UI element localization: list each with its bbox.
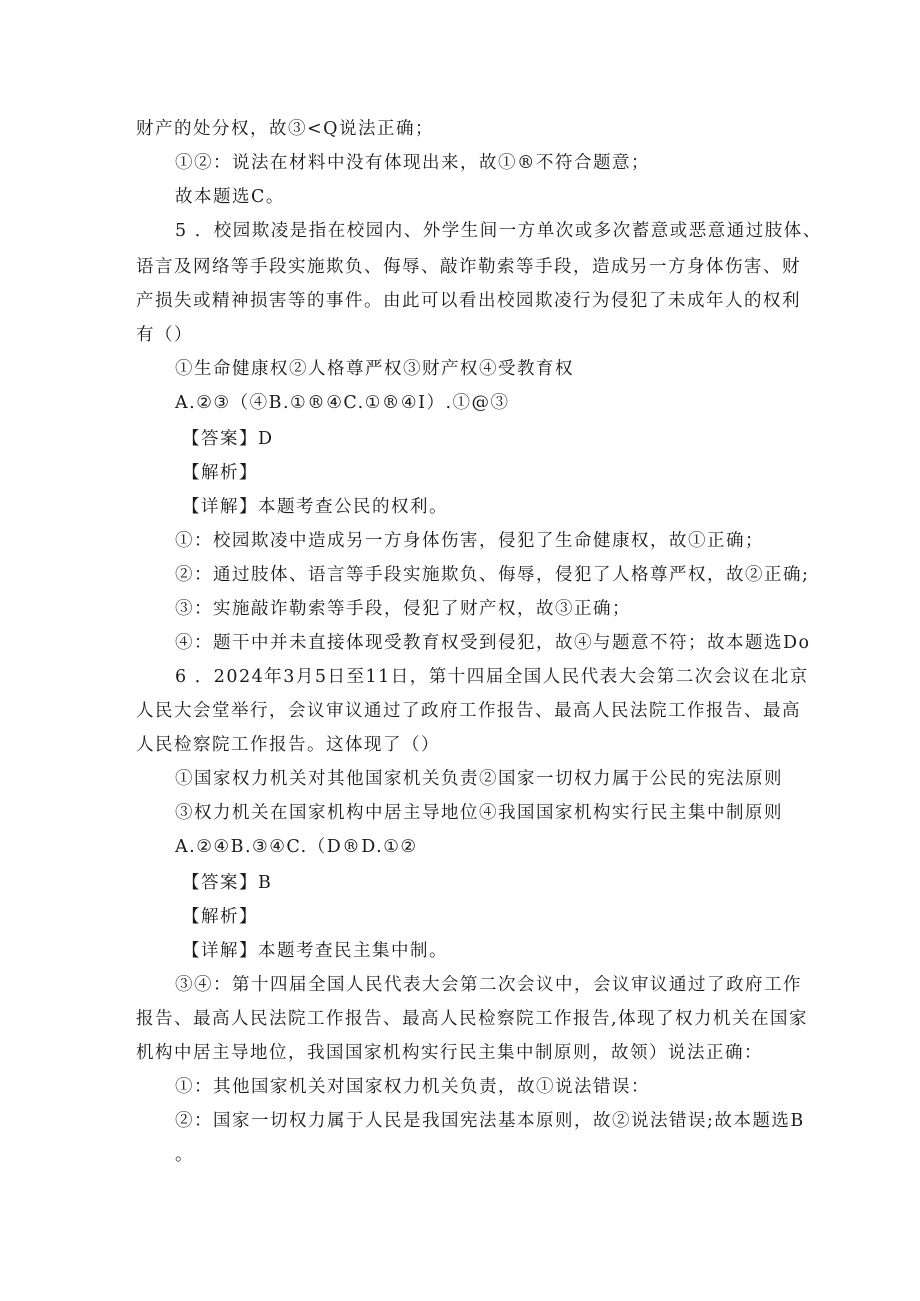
text-line: ②：通过肢体、语言等手段实施欺负、侮辱，侵犯了人格尊严权，故②正确;: [175, 565, 810, 585]
text-line: 财产的处分权，故③<Q说法正确；: [136, 119, 435, 139]
question-6-choices: A.②④B.③④C.（D®D.①②: [175, 837, 418, 857]
analysis-label: 【解析】: [182, 463, 258, 483]
analysis-label: 【解析】: [182, 907, 258, 927]
text-line: 语言及网络等手段实施欺负、侮辱、敲诈勒索等手段，造成另一方身体伤害、财: [136, 257, 801, 277]
text-line: 产损失或精神损害等的事件。由此可以看出校园欺凌行为侵犯了未成年人的权利: [136, 291, 801, 311]
text-line: 机构中居主导地位，我国国家机构实行民主集中制原则，故领）说法正确：: [136, 1043, 763, 1063]
question-6-options-list: ①国家权力机关对其他国家机关负责②国家一切权力属于公民的宪法原则: [175, 769, 783, 789]
text-line: 人民检察院工作报告。这体现了（）: [136, 735, 440, 755]
text-line: 人民大会堂举行，会议审议通过了政府工作报告、最高人民法院工作报告、最高: [136, 701, 801, 721]
question-5-options-list: ①生命健康权②人格尊严权③财产权④受教育权: [175, 359, 574, 379]
text-line: ③：实施敲诈勒索等手段，侵犯了财产权，故③正确；: [175, 599, 631, 619]
question-6-options-list: ③权力机关在国家机构中居主导地位④我国国家机构实行民主集中制原则: [175, 803, 783, 823]
text-line: 报告、最高人民法院工作报告、最高人民检察院工作报告,体现了权力机关在国家: [136, 1009, 809, 1029]
detail-label: 【详解】本题考查公民的权利。: [182, 497, 448, 517]
text-line: ①②：说法在材料中没有体现出来，故①®不符合题意；: [175, 153, 650, 173]
question-6-stem: 6 ．2024年3月5日至11日，第十四届全国人民代表大会第二次会议在北京: [175, 667, 809, 687]
text-line: ④：题干中并未直接体现受教育权受到侵犯，故④与题意不符；故本题选Do: [175, 633, 811, 653]
answer-label: 【答案】D: [182, 429, 274, 449]
text-line: 有（）: [136, 325, 193, 345]
text-line: ②：国家一切权力属于人民是我国宪法基本原则，故②说法错误;故本题选B: [175, 1111, 805, 1131]
text-line: ③④：第十四届全国人民代表大会第二次会议中，会议审议通过了政府工作: [175, 975, 802, 995]
question-5-choices: A.②③（④B.①®④C.①®④I）.①@③: [175, 393, 510, 413]
text-line: ①：校园欺凌中造成另一方身体伤害，侵犯了生命健康权，故①正确；: [175, 531, 764, 551]
text-line: 。: [175, 1145, 194, 1165]
answer-label: 【答案】B: [182, 873, 273, 893]
question-5-stem: 5 ．校园欺凌是指在校园内、外学生间一方单次或多次蓄意或恶意通过肢体、: [175, 221, 822, 241]
text-line: 故本题选C。: [175, 187, 285, 207]
text-line: ①：其他国家机关对国家权力机关负责，故①说法错误：: [175, 1077, 650, 1097]
detail-label: 【详解】本题考查民主集中制。: [182, 941, 448, 961]
